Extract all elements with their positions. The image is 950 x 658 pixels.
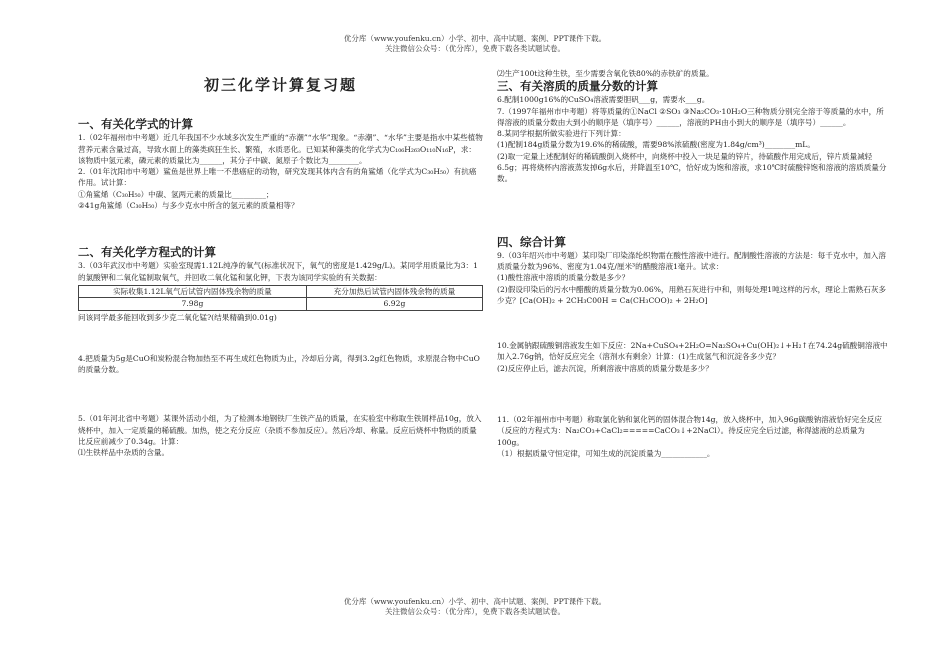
question-8b: (2)取一定量上述配制好的稀硫酸倒入烧杯中，向烧杯中投入一块足量的锌片，待硫酸作用完成后，锌片质量减轻6.5g；再将烧杯内溶液蒸发掉6g水后，并降温至10℃，恰好成为饱和溶液，求10℃时硫酸锌饱和溶液的溶质质量分数。 (497, 151, 887, 184)
page-footer (0, 597, 950, 617)
header-line-2: 关注微信公众号：（优分库），免费下载各类试题试卷。 (385, 44, 565, 53)
question-11: 11.（02年福州市中考题）称取氯化钠和氯化钙的固体混合物14g，放入烧杯中，加入96g碳酸钠溶液恰好完全反应（反应的方程式为：Na₂CO₃+CaCl₂=====CaCO₃↓+2NaCl）。待反应完全后过滤，称得滤液的总质量为100g。 (497, 415, 882, 447)
question-5: 5.（01年河北省中考题）某课外活动小组，为了检测本地钢铁厂生铁产品的质量，在实验室中称取生铁屑样品10g，放入烧杯中，加入一定质量的稀硫酸。加热，使之充分反应（杂质不参加反应）。然后冷却、称量。反应后烧杯中物质的质量比反应前减少了0.34g。计算： (78, 414, 482, 447)
table-cell: 6.92g (306, 298, 482, 310)
question-9a: (1)酸性溶液中溶质的质量分数是多少？ (497, 273, 630, 283)
question-5b: ⑵生产100t这种生铁，至少需要含氧化铁80%的赤铁矿的质量。 (497, 69, 714, 78)
question-3-ask: 问该同学最多能回收到多少克二氧化锰?(结果精确到0.01g) (78, 312, 277, 322)
header-line-1: 优分库（www.youfenku.cn）小学、初中、高中试题、案例、PPT课件下载。 (343, 34, 607, 43)
question-3: 3.（03年武汉市中考题）实验室现需1.12L纯净的氧气(标准状况下，氧气的密度是1.429g/L)。某同学用质量比为3：1的氯酸钾和二氧化锰制取氧气，并回收二氧化锰和氯化钾，下表为该同学实验的有关数据： (78, 261, 478, 282)
table-header-cell: 充分加热后试管内固体残余物的质量 (306, 285, 482, 297)
question-2a: ①角鲨烯（C₃₀H₅₀）中碳、氢两元素的质量比_________； (78, 189, 274, 199)
table-row (79, 298, 483, 310)
question-7: 7.（1997年福州市中考题）将等质量的①NaCl ②SO₃ ③Na₂CO₃·10H₂O三种物质分别完全溶于等质量的水中，所得溶液的质量分数由大到小的顺序是（填序号）______，溶液的PH由小到大的顺序是（填序号）______。 (497, 106, 884, 127)
question-4: 4.把质量为5g是CuO和炭粉混合物加热至不再生成红色物质为止，冷却后分离，得到3.2g红色物质，求原混合物中CuO的质量分数。 (78, 353, 480, 375)
question-2b: ②41g角鲨烯（C₃₀H₅₀）与多少克水中所含的氢元素的质量相等？ (78, 201, 299, 211)
question-11a: （1）根据质量守恒定律，可知生成的沉淀质量为____________。 (497, 448, 715, 458)
left-column (78, 76, 483, 459)
question-6: 6.配制1000g16%的CuSO₄溶液需要胆矾___g，需要水___g。 (497, 95, 710, 105)
question-10: 10.金属钠跟硫酸铜溶液发生如下反应：2Na+CuSO₄+2H₂O=Na₂SO₄+Cu(OH)₂↓+H₂↑在74.24g硫酸铜溶液中加入2.76g钠，恰好反应完全（溶剂水有剩余）计算：(1)生成氢气和沉淀各多少克？ (497, 341, 888, 362)
table-header-row (79, 285, 483, 297)
question-9b: (2)假设印染后的污水中醋酸的质量分数为0.06%，用熟石灰进行中和，则每处理1吨这样的污水，理论上需熟石灰多少克？[Ca(OH)₂ + 2CH₃C00H = Ca(CH₃COO)₂ + 2H₂O] (497, 284, 887, 305)
question-9: 9.（03年绍兴市中考题）某印染厂印染涤纶织物需在酸性溶液中进行。配制酸性溶液的方法是：每千克水中，加入溶质质量分数为96%、密度为1.04克/厘米³的醋酸溶液1毫升。试求： (497, 250, 886, 271)
page-title: 初三化学计算复习题 (203, 76, 357, 94)
question-5a: ⑴生铁样品中杂质的含量。 (78, 448, 170, 458)
question-1: 1.（02年福州市中考题）近几年我国不少水域多次发生严重的“赤潮”“水华”现象。“赤潮”、“水华”主要是指水中某些植物营养元素含量过高，导致水面上的藻类疯狂生长、繁殖，水质恶化。已知某种藻类的化学式为C₁₀₆H₂₆₃O₁₁₀N₁₆P，求：该物质中氢元素，磷元素的质量比为______，其分子中碳、氮原子个数比为________。 (78, 133, 483, 165)
data-table (78, 285, 483, 311)
section-1-heading: 一、有关化学式的计算 (78, 117, 193, 132)
section-4-heading: 四、综合计算 (497, 234, 566, 249)
section-3-heading: 三、有关溶质的质量分数的计算 (497, 79, 658, 94)
table-header-cell: 实际收集1.12L氧气后试管内固体残余物的质量 (79, 285, 307, 297)
question-10b: (2)反应停止后，滤去沉淀，所剩溶液中溶质的质量分数是多少？ (497, 363, 713, 373)
section-2-heading: 二、有关化学方程式的计算 (78, 245, 216, 260)
table-cell: 7.98g (79, 298, 307, 310)
question-2: 2.（01年沈阳市中考题）鲨鱼是世界上唯一不患癌症的动物，研究发现其体内含有的角鲨烯（化学式为C₃₀H₅₀）有抗癌作用。试计算： (78, 167, 477, 188)
question-8a: (1)配制184g质量分数为19.6%的稀硫酸，需要98%浓硫酸(密度为1.84g/cm³)________mL。 (497, 140, 815, 150)
footer-line-2: 关注微信公众号：（优分库），免费下载各类试题试卷。 (385, 607, 565, 616)
question-8: 8.某同学根据所做实验进行下列计算： (497, 129, 626, 139)
page-header (0, 34, 950, 54)
footer-line-1: 优分库（www.youfenku.cn）小学、初中、高中试题、案例、PPT课件下载。 (343, 597, 607, 606)
right-column (497, 68, 889, 459)
